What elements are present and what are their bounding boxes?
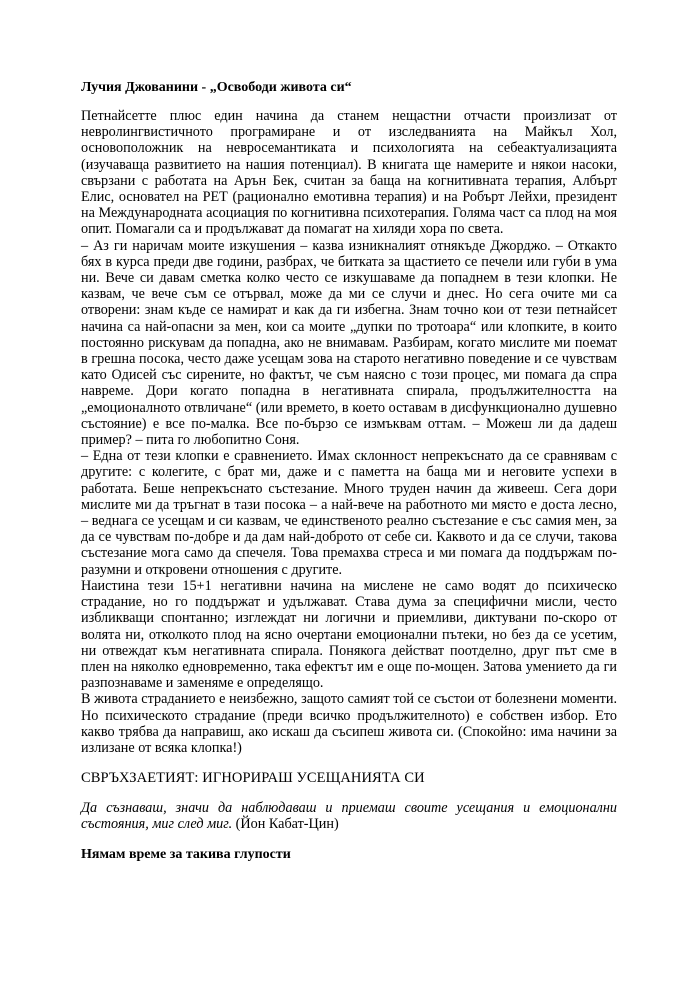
quote-text: Да съзнаваш, значи да наблюдаваш и приемаш своите усещания и емоционални състояния, миг след миг. — [81, 800, 617, 833]
quote-author: (Йон Кабат-Цин) — [232, 816, 339, 833]
paragraph-negative-thinking: Наистина тези 15+1 негативни начина на мислене не само водят до психическо страдание, но го поддържат и удължават. Става дума за специфични мисли, често избликващи спонтанно; изглеждат ни логични и приемливи, диктувани по-скоро от волята ни, отколкото плод на ясно очертани емоционални пътеки, но без да се усетим, ни отвеждат към негативната спирала. Понякога действат поотделно, друг път сме в плен на няколко едновременно, така ефектът им е още по-мощен. Затова умението да ги разпознаваме и заменяме е определящо. — [81, 577, 617, 692]
document-page — [81, 80, 617, 863]
paragraph-comparison: – Една от тези клопки е сравнението. Имах склонност непрекъснато да се сравнявам с другите: с колегите, с брат ми, даже и с паметта на баща ми и неговите успехи в работата. Беше непрекъснато състезание. Много труден начин да живееш. Сега дори мислите ми да тръгнат в тази посока – а най-вече на работното ми място е доста лесно, – веднага се усещам и си казвам, че единственото реално състезание е със самия мен, за да се чувствам по-добре и да дам най-доброто от себе си. Каквото и да се случи, такова състезание мога само да спечеля. Това премахва стреса и ми помага да поддържам по-разумни и откровени отношения с другите. — [81, 448, 617, 578]
epigraph-quote — [81, 800, 617, 832]
subheading: Нямам време за такива глупости — [81, 846, 291, 862]
paragraph-suffering: В живота страданието е неизбежно, защото самият той се състои от болезнени моменти. Но психическото страдание (преди всичко продължителното) е собствен избор. Ето какво трябва да направиш, ако искаш да съсипеш живота си. (Спокойно: има начини за излизане от всяка клопка!) — [81, 691, 617, 756]
paragraph-giorgio: – Аз ги наричам моите изкушения – казва изникналият отнякъде Джорджо. – Откакто бях в курса преди две години, разбрах, че битката за щастието се печели или губи в ума ни. Вече си давам сметка колко често се изкушаваме да попаднем в тези клопки. Не казвам, че вече съм се отървал, може да ми се случи и днес. Но сега очите ми са отворени: знам къде се намират и как да ги избегна. Знам точно кои от тези петнайсет начина са най-опасни за мен, кои са моите „дупки по тротоара“ или клопките, в които постоянно рискувам да попадна, ако не внимавам. Разбирам, когато мислите ми поемат в грешна посока, често даже усещам зова на старото негативно поведение и се чувствам като Одисей със сирените, но фактът, че съм наясно с този процес, ми помага да спра навреме. Дори когато попадна в негативната спирала, продължителността на „емоционалното отвличане“ (или времето, в което оставам в дисфункционално душевно състояние) е все по-малка. Все по-бързо се измъквам оттам. – Можеш ли да дадеш пример? – пита го любопитно Соня. — [81, 237, 617, 449]
section-heading: СВРЪХЗАЕТИЯТ: ИГНОРИРАШ УСЕЩАНИЯТА СИ — [81, 770, 425, 787]
body-text — [81, 108, 617, 756]
document-title: Лучия Джованини - „Освободи живота си“ — [81, 80, 352, 95]
paragraph-intro: Петнайсетте плюс един начина да станем нещастни отчасти произлизат от невролингвистичното програмиране и от изследванията на Майкъл Хол, основоположник на невросемантиката и психологията на себеактуализацията (изучаваща развитието на нашия потенциал). В книгата ще намерите и някои насоки, свързани с работата на Арън Бек, считан за баща на когнитивната терапия, Албърт Елис, основател на РЕТ (рационално емотивна терапия) и на Робърт Лейхи, президент на Международната асоциация по когнитивна психотерапия. Голяма част са плод на моя опит. Помагали са и продължават да помагат на хиляди хора по света. — [81, 108, 617, 238]
